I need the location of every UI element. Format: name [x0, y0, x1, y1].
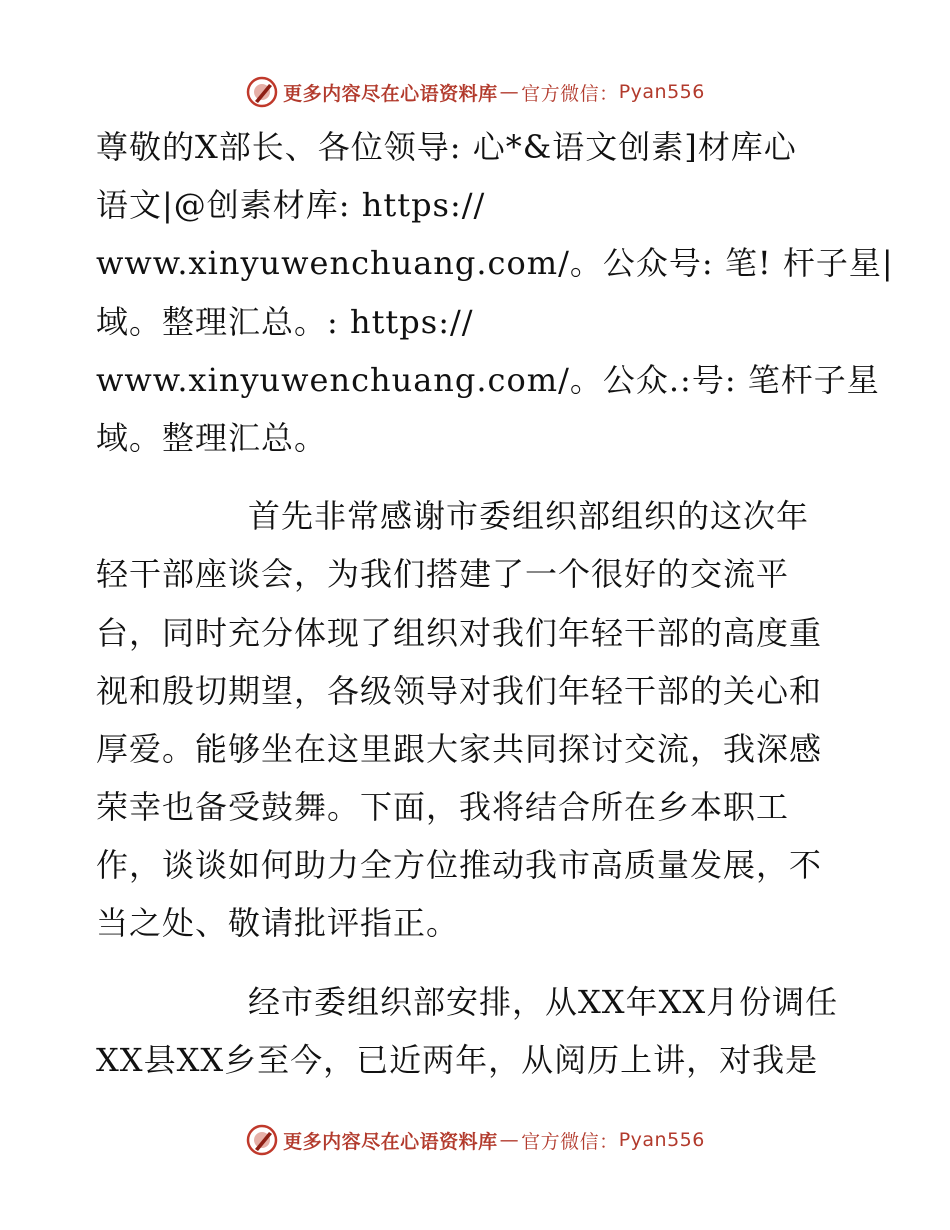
paragraph-spacer [96, 953, 856, 973]
text-line: 域。整理汇总。: https:// [96, 302, 474, 341]
paragraph-line: 厚爱。能够坐在这里跟大家共同探讨交流，我深感 [96, 729, 823, 768]
paragraph-spacer [96, 467, 856, 487]
paragraph-line: XX县XX乡至今，已近两年，从阅历上讲，对我是 [96, 1040, 819, 1079]
header-banner [0, 72, 950, 112]
banner-slogan: 更多内容尽在心语资料库 [283, 1130, 498, 1153]
pen-logo-icon [245, 1123, 279, 1157]
banner-wechat-label: 官方微信： [521, 1130, 619, 1153]
paragraph-line: 轻干部座谈会，为我们搭建了一个很好的交流平 [96, 555, 790, 594]
paragraph-line: 荣幸也备受鼓舞。下面，我将结合所在乡本职工 [96, 788, 790, 827]
paragraph-line: 经市委组织部安排，从XX年XX月份调任 [248, 982, 839, 1021]
banner-wechat-id: Pyan556 [618, 81, 705, 103]
banner-slogan: 更多内容尽在心语资料库 [283, 82, 498, 105]
banner-wechat-id: Pyan556 [618, 1129, 705, 1151]
banner-wechat-label: 官方微信： [521, 82, 619, 105]
text-line: www.xinyuwenchuang.com/。公众.:号: 笔杆子星 [96, 360, 880, 399]
paragraph-line: 视和殷切期望，各级领导对我们年轻干部的关心和 [96, 671, 823, 710]
banner-dash: — [499, 81, 520, 103]
paragraph-line: 当之处、敬请批评指正。 [96, 904, 460, 943]
banner-dash: — [499, 1129, 520, 1151]
text-line: 语文|@创素材库: https:// [96, 186, 486, 225]
paragraph-line: 首先非常感谢市委组织部组织的这次年 [248, 497, 810, 536]
pen-logo-icon [245, 75, 279, 109]
document-body [96, 118, 894, 1089]
text-line: 域。整理汇总。 [96, 418, 328, 457]
footer-banner [0, 1120, 950, 1160]
paragraph-line: 作，谈谈如何助力全方位推动我市高质量发展，不 [96, 846, 823, 885]
text-line: 尊敬的X部长、各位领导: 心*&语文创素]材库心 [96, 128, 797, 166]
text-line: www.xinyuwenchuang.com/。公众号: 笔! 杆子星| [96, 244, 894, 283]
paragraph-line: 台，同时充分体现了组织对我们年轻干部的高度重 [96, 613, 823, 652]
